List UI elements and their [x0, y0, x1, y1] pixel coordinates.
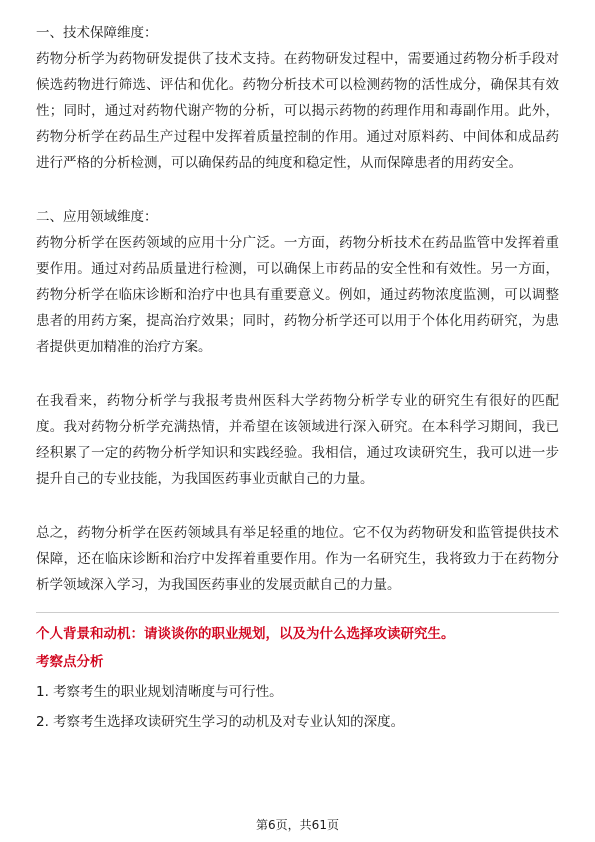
- analysis-item: 2. 考察考生选择攻读研究生学习的动机及对专业认知的深度。: [36, 714, 405, 730]
- section2-body: 药物分析学在医药领域的应用十分广泛。一方面，药物分析技术在药品监管中发挥着重要作用。通过对药品质量进行检测，可以确保上市药品的安全性和有效性。另一方面，药物分析学在临床诊断和治疗中也具有重要意义。例如，通过药物浓度监测，可以调整患者的用药方案，提高治疗效果；同时，药物分析学还可以用于个体化用药研究，为患者提供更加精准的治疗方案。: [36, 235, 559, 355]
- spacer: [36, 360, 559, 388]
- analysis-title: 考察点分析: [36, 654, 104, 670]
- section1-heading: 一、技术保障维度：: [36, 25, 158, 41]
- section-divider: [36, 612, 559, 613]
- spacer: [36, 176, 559, 204]
- section1-body: 药物分析学为药物研发提供了技术支持。在药物研发过程中，需要通过药物分析手段对候选药物进行筛选、评估和优化。药物分析技术可以检测药物的活性成分，确保其有效性；同时，通过对药物代谢产物的分析，可以揭示药物的药理作用和毒副作用。此外，药物分析学在药品生产过程中发挥着质量控制的作用。通过对原料药、中间体和成品药进行严格的分析检测，可以确保药品的纯度和稳定性，从而保障患者的用药安全。: [36, 51, 559, 171]
- section2-heading: 二、应用领域维度：: [36, 209, 158, 225]
- spacer: [36, 492, 559, 520]
- page-number: 第6页，共61页: [256, 818, 339, 832]
- conclusion-paragraph: 总之，药物分析学在医药领域具有举足轻重的地位。它不仅为药物研发和监管提供技术保障，还在临床诊断和治疗中发挥着重要作用。作为一名研究生，我将致力于在药物分析学领域深入学习，为我国医药事业的发展贡献自己的力量。: [36, 525, 559, 593]
- document-page: [36, 20, 559, 735]
- analysis-item: 1. 考察考生的职业规划清晰度与可行性。: [36, 684, 283, 700]
- interview-question: 个人背景和动机：请谈谈你的职业规划，以及为什么选择攻读研究生。: [36, 626, 455, 642]
- motivation-paragraph: 在我看来，药物分析学与我报考贵州医科大学药物分析学专业的研究生有很好的匹配度。我对药物分析学充满热情，并希望在该领域进行深入研究。在本科学习期间，我已经积累了一定的药物分析学知识和实践经验。我相信，通过攻读研究生，我可以进一步提升自己的专业技能，为我国医药事业贡献自己的力量。: [36, 393, 559, 487]
